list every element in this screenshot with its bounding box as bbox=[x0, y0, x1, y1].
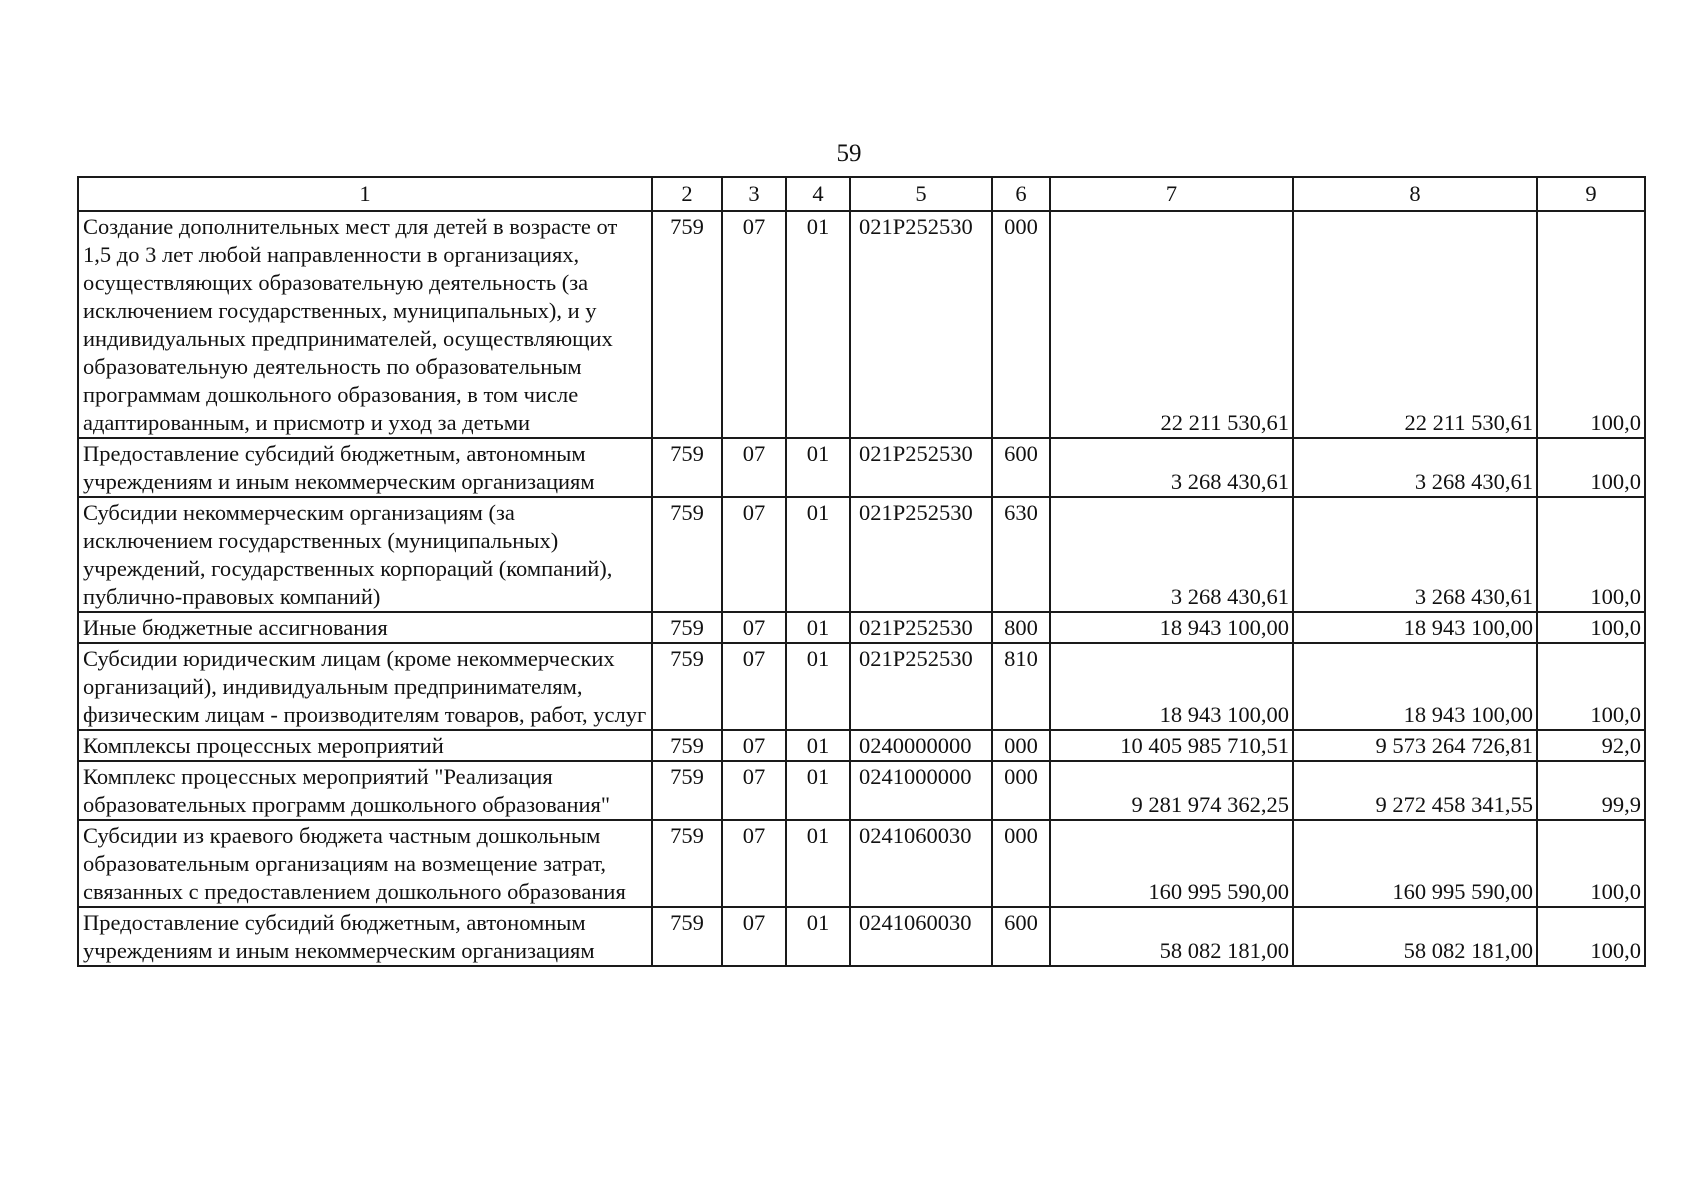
row-c4: 01 bbox=[786, 643, 850, 730]
row-c9: 100,0 bbox=[1537, 907, 1645, 966]
row-c5: 0241060030 bbox=[850, 820, 992, 907]
row-c6: 600 bbox=[992, 438, 1050, 497]
table-row bbox=[78, 438, 1645, 497]
row-name: Субсидии из краевого бюджета частным дошкольным образовательным организациям на возмещение затрат, связанных с предоставлением дошкольного образования bbox=[78, 820, 652, 907]
row-c2: 759 bbox=[652, 730, 722, 761]
row-c7: 22 211 530,61 bbox=[1050, 211, 1293, 438]
row-c7: 160 995 590,00 bbox=[1050, 820, 1293, 907]
row-c2: 759 bbox=[652, 820, 722, 907]
row-c3: 07 bbox=[722, 497, 786, 612]
row-c5: 021P252530 bbox=[850, 438, 992, 497]
row-c3: 07 bbox=[722, 730, 786, 761]
row-c8: 9 573 264 726,81 bbox=[1293, 730, 1537, 761]
table-header-row bbox=[78, 177, 1645, 211]
row-c6: 630 bbox=[992, 497, 1050, 612]
row-c8: 9 272 458 341,55 bbox=[1293, 761, 1537, 820]
row-c4: 01 bbox=[786, 820, 850, 907]
row-c6: 000 bbox=[992, 211, 1050, 438]
row-c7: 9 281 974 362,25 bbox=[1050, 761, 1293, 820]
row-c3: 07 bbox=[722, 438, 786, 497]
row-c3: 07 bbox=[722, 820, 786, 907]
column-header: 8 bbox=[1293, 177, 1537, 211]
row-c3: 07 bbox=[722, 643, 786, 730]
table-row bbox=[78, 907, 1645, 966]
row-name: Субсидии некоммерческим организациям (за исключением государственных (муниципальных) учреждений, государственных корпораций (компаний), публично-правовых компаний) bbox=[78, 497, 652, 612]
row-c9: 99,9 bbox=[1537, 761, 1645, 820]
column-header: 1 bbox=[78, 177, 652, 211]
row-name: Субсидии юридическим лицам (кроме некоммерческих организаций), индивидуальным предпринимателям, физическим лицам - производителям товаров, работ, услуг bbox=[78, 643, 652, 730]
row-c5: 021P252530 bbox=[850, 497, 992, 612]
row-c4: 01 bbox=[786, 612, 850, 643]
row-c2: 759 bbox=[652, 211, 722, 438]
row-c7: 58 082 181,00 bbox=[1050, 907, 1293, 966]
row-c5: 0240000000 bbox=[850, 730, 992, 761]
row-name: Предоставление субсидий бюджетным, автономным учреждениям и иным некоммерческим организациям bbox=[78, 907, 652, 966]
page-number: 59 bbox=[836, 140, 862, 167]
row-c7: 18 943 100,00 bbox=[1050, 612, 1293, 643]
row-c2: 759 bbox=[652, 643, 722, 730]
row-c9: 100,0 bbox=[1537, 497, 1645, 612]
row-c7: 3 268 430,61 bbox=[1050, 438, 1293, 497]
row-c3: 07 bbox=[722, 761, 786, 820]
column-header: 3 bbox=[722, 177, 786, 211]
row-c9: 100,0 bbox=[1537, 820, 1645, 907]
row-c6: 600 bbox=[992, 907, 1050, 966]
table-row bbox=[78, 761, 1645, 820]
table-row bbox=[78, 211, 1645, 438]
row-c6: 800 bbox=[992, 612, 1050, 643]
budget-table bbox=[77, 176, 1646, 967]
row-c8: 18 943 100,00 bbox=[1293, 612, 1537, 643]
row-c9: 100,0 bbox=[1537, 438, 1645, 497]
row-c8: 3 268 430,61 bbox=[1293, 438, 1537, 497]
row-c7: 3 268 430,61 bbox=[1050, 497, 1293, 612]
row-name: Комплексы процессных мероприятий bbox=[78, 730, 652, 761]
row-c9: 92,0 bbox=[1537, 730, 1645, 761]
row-c8: 18 943 100,00 bbox=[1293, 643, 1537, 730]
row-c3: 07 bbox=[722, 907, 786, 966]
row-c4: 01 bbox=[786, 730, 850, 761]
row-c5: 021P252530 bbox=[850, 211, 992, 438]
row-c8: 3 268 430,61 bbox=[1293, 497, 1537, 612]
column-header: 5 bbox=[850, 177, 992, 211]
row-c9: 100,0 bbox=[1537, 612, 1645, 643]
column-header: 6 bbox=[992, 177, 1050, 211]
row-c4: 01 bbox=[786, 211, 850, 438]
table-row bbox=[78, 612, 1645, 643]
row-c5: 021P252530 bbox=[850, 643, 992, 730]
table-row bbox=[78, 730, 1645, 761]
row-c5: 021P252530 bbox=[850, 612, 992, 643]
row-c9: 100,0 bbox=[1537, 211, 1645, 438]
row-name: Комплекс процессных мероприятий "Реализация образовательных программ дошкольного образования" bbox=[78, 761, 652, 820]
row-c2: 759 bbox=[652, 612, 722, 643]
column-header: 2 bbox=[652, 177, 722, 211]
row-c7: 10 405 985 710,51 bbox=[1050, 730, 1293, 761]
row-name: Создание дополнительных мест для детей в возрасте от 1,5 до 3 лет любой направленности в организациях, осуществляющих образовательную деятельность (за исключением государственных, муниципальных), и у индивидуальных предпринимателей, осуществляющих образовательную деятельность по образовательным программам дошкольного образования, в том числе адаптированным, и присмотр и уход за детьми bbox=[78, 211, 652, 438]
column-header: 9 bbox=[1537, 177, 1645, 211]
row-c5: 0241000000 bbox=[850, 761, 992, 820]
row-name: Иные бюджетные ассигнования bbox=[78, 612, 652, 643]
row-c4: 01 bbox=[786, 907, 850, 966]
row-name: Предоставление субсидий бюджетным, автономным учреждениям и иным некоммерческим организациям bbox=[78, 438, 652, 497]
row-c3: 07 bbox=[722, 211, 786, 438]
table-row bbox=[78, 497, 1645, 612]
row-c3: 07 bbox=[722, 612, 786, 643]
row-c2: 759 bbox=[652, 497, 722, 612]
row-c6: 000 bbox=[992, 820, 1050, 907]
row-c9: 100,0 bbox=[1537, 643, 1645, 730]
column-header: 7 bbox=[1050, 177, 1293, 211]
row-c4: 01 bbox=[786, 761, 850, 820]
row-c8: 160 995 590,00 bbox=[1293, 820, 1537, 907]
row-c2: 759 bbox=[652, 438, 722, 497]
row-c6: 810 bbox=[992, 643, 1050, 730]
row-c8: 22 211 530,61 bbox=[1293, 211, 1537, 438]
row-c8: 58 082 181,00 bbox=[1293, 907, 1537, 966]
table-row bbox=[78, 820, 1645, 907]
row-c6: 000 bbox=[992, 761, 1050, 820]
column-header: 4 bbox=[786, 177, 850, 211]
row-c7: 18 943 100,00 bbox=[1050, 643, 1293, 730]
row-c2: 759 bbox=[652, 761, 722, 820]
row-c2: 759 bbox=[652, 907, 722, 966]
table-row bbox=[78, 643, 1645, 730]
row-c5: 0241060030 bbox=[850, 907, 992, 966]
row-c6: 000 bbox=[992, 730, 1050, 761]
row-c4: 01 bbox=[786, 497, 850, 612]
row-c4: 01 bbox=[786, 438, 850, 497]
